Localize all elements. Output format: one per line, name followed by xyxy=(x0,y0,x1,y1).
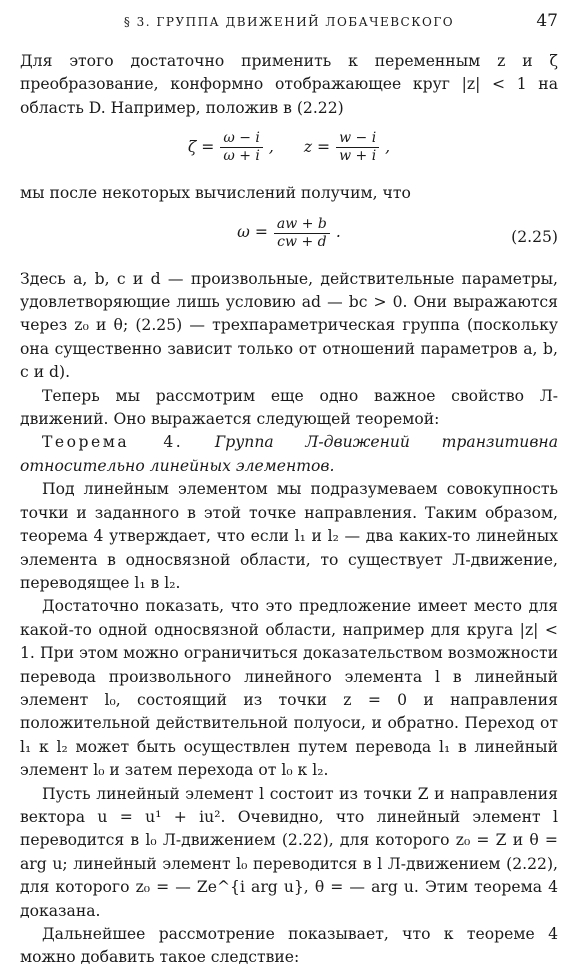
formula-1-separator: , xyxy=(268,138,274,157)
running-head: § 3. ГРУППА ДВИЖЕНИЙ ЛОБАЧЕВСКОГО xyxy=(123,15,455,29)
formula-1-right-lhs: z = xyxy=(303,138,331,157)
formula-1-end: , xyxy=(385,138,391,157)
formula-2-numerator: aw + b xyxy=(274,216,330,234)
formula-zeta-z xyxy=(20,126,558,174)
paragraph-7: Пусть линейный элемент l состоит из точки Z и направления вектора u = u¹ + iu². Очевидно, что линейный элемент l переводится в l₀ Л-движением (2.22), для которого z₀ = Z и θ = arg u; линейный элемент l₀ переводится в l Л-движением (2.22), для которого z₀ = — Ze^{i arg u}, θ = — arg u. Этим теорема 4 доказана. xyxy=(20,784,558,920)
equation-number: (2.25) xyxy=(511,227,558,246)
formula-2-lhs: ω = xyxy=(237,223,268,242)
formula-1-left-lhs: ζ = xyxy=(187,138,215,157)
formula-1-right-denominator: w + i xyxy=(339,148,377,165)
paragraph-6: Достаточно показать, что это предложение имеет место для какой-то одной односвязной области, например для круга |z| < 1. При этом можно ограничиться доказательством возможности перевода произвольного линейного элемента l в линейный элемент l₀, состоящий из точки z = 0 и направления положительной действительной полуоси, и обратно. Переход от l₁ к l₂ может быть осуществлен путем перевода l₁ в линейный элемент l₀ и затем перехода от l₀ к l₂. xyxy=(20,597,558,780)
paragraph-4: Теперь мы рассмотрим еще одно важное свойство Л-движений. Оно выражается следующей теоремой: xyxy=(20,386,558,429)
paragraph-2: мы после некоторых вычислений получим, что xyxy=(20,184,411,203)
formula-2-fraction xyxy=(274,216,330,251)
theorem-statement: Группа Л-движений транзитивна относительно линейных элементов. xyxy=(20,433,558,475)
page-body xyxy=(20,50,558,970)
formula-1-left-fraction xyxy=(220,130,263,165)
paragraph-1: Для этого достаточно применить к переменным z и ζ преобразование, конформно отображающее круг |z| < 1 на область D. Например, положив в (2.22) xyxy=(20,52,558,117)
formula-2-25 xyxy=(20,212,558,260)
paragraph-5: Под линейным элементом мы подразумеваем совокупность точки и заданного в этой точке направления. Таким образом, теорема 4 утверждает, что если l₁ и l₂ — два каких-то линейных элемента в односвязной области, то существует Л-движение, переводящее l₁ в l₂. xyxy=(20,480,558,592)
theorem-4 xyxy=(20,431,558,478)
paragraph-8: Дальнейшее рассмотрение показывает, что к теореме 4 можно добавить такое следствие: xyxy=(20,925,558,967)
paragraph-3: Здесь a, b, c и d — произвольные, действительные параметры, удовлетворяющие лишь условию ad — bc > 0. Они выражаются через z₀ и θ; (2.25) — трехпараметрическая группа (поскольку она существенно зависит только от отношений параметров a, b, c и d). xyxy=(20,269,558,382)
formula-1-right-numerator: w − i xyxy=(336,130,379,148)
page-number: 47 xyxy=(536,11,558,31)
formula-1-right-fraction xyxy=(336,130,379,165)
formula-1-left-denominator: ω + i xyxy=(223,148,260,165)
formula-1-left-numerator: ω − i xyxy=(220,130,263,148)
page-header xyxy=(20,12,558,34)
formula-2-end: . xyxy=(335,223,341,242)
formula-2-denominator: cw + d xyxy=(277,233,327,250)
theorem-title: Теорема 4. xyxy=(42,433,184,452)
